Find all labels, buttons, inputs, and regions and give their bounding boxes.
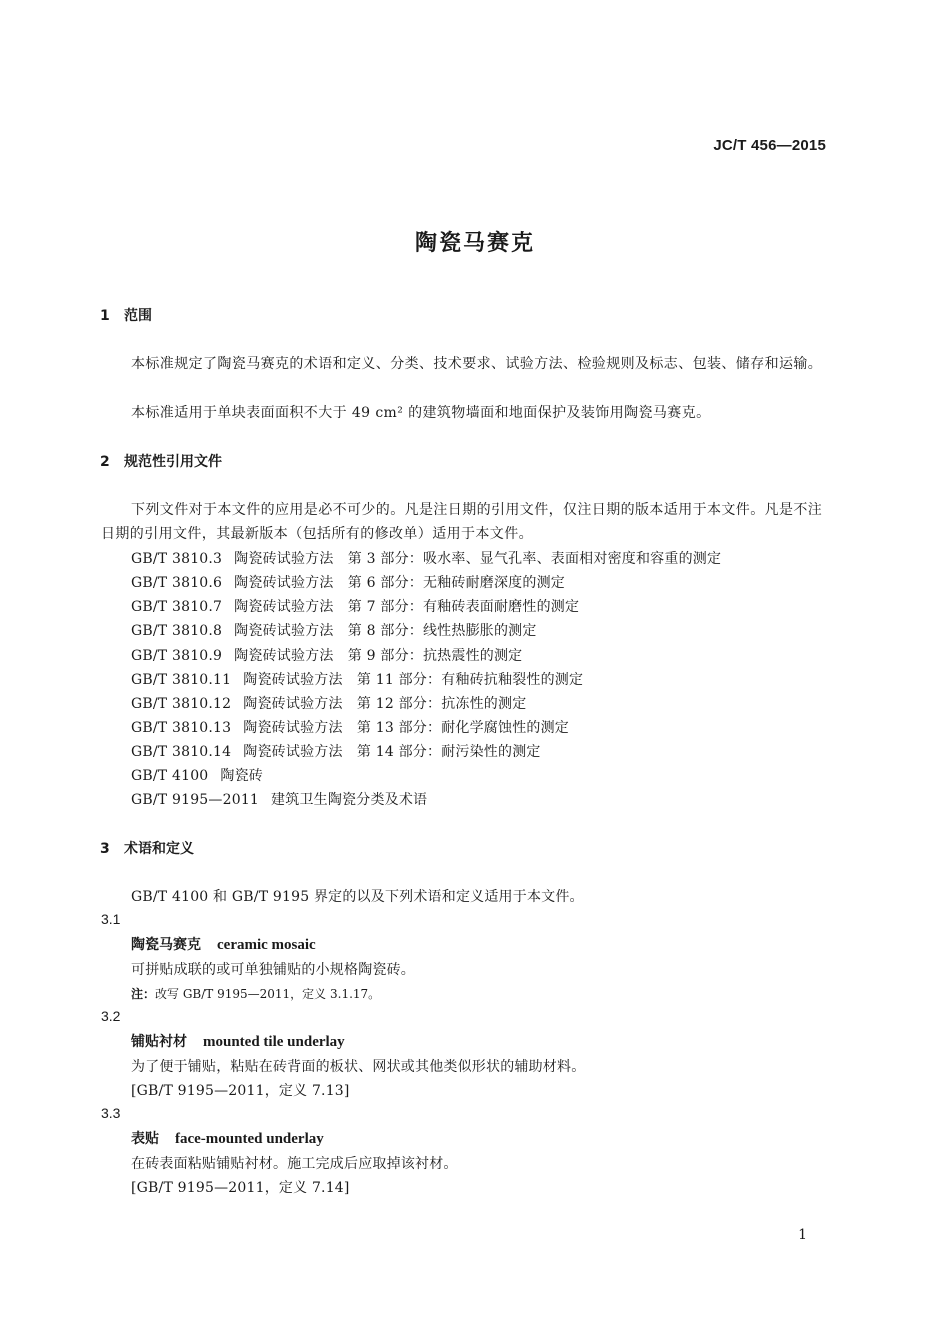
reference-title: 陶瓷砖试验方法 第 11 部分：有釉砖抗釉裂性的测定 xyxy=(243,672,584,688)
term-en: mounted tile underlay xyxy=(203,1034,345,1050)
terms-intro: GB/T 4100 和 GB/T 9195 界定的以及下列术语和定义适用于本文件。 xyxy=(131,889,584,905)
reference-title: 陶瓷砖试验方法 第 13 部分：耐化学腐蚀性的测定 xyxy=(243,720,569,736)
reference-item xyxy=(131,717,569,737)
references-intro-text: 下列文件对于本文件的应用是必不可少的。凡是注日期的引用文件，仅注日期的版本适用于本文件。凡是不注日期的引用文件，其最新版本（包括所有的修改单）适用于本文件。 xyxy=(101,502,823,542)
clause-number: 3.1 xyxy=(101,911,121,927)
term-zh: 铺贴衬材 xyxy=(131,1034,187,1050)
reference-item xyxy=(131,620,537,640)
reference-code: GB/T 4100 xyxy=(131,768,209,784)
reference-title: 陶瓷砖 xyxy=(220,768,264,784)
term-heading xyxy=(131,1031,345,1051)
reference-item xyxy=(131,669,583,689)
clause-number: 3.3 xyxy=(101,1105,121,1121)
page-number: 1 xyxy=(798,1227,807,1243)
reference-code: GB/T 3810.3 xyxy=(131,551,223,567)
reference-code: GB/T 9195—2011 xyxy=(131,792,260,808)
scope-paragraph-1 xyxy=(101,352,826,376)
term-heading xyxy=(131,1128,324,1148)
term-definition: 在砖表面粘贴铺贴衬材。施工完成后应取掉该衬材。 xyxy=(131,1156,458,1172)
reference-title: 建筑卫生陶瓷分类及术语 xyxy=(271,792,428,808)
scope-text-1: 本标准规定了陶瓷马赛克的术语和定义、分类、技术要求、试验方法、检验规则及标志、包装、储存和运输。 xyxy=(131,356,823,372)
reference-code: GB/T 3810.8 xyxy=(131,623,223,639)
reference-code: GB/T 3810.13 xyxy=(131,720,232,736)
term-zh: 表贴 xyxy=(131,1131,159,1147)
section-number: 2 xyxy=(100,454,110,470)
scope-text-2: 本标准适用于单块表面面积不大于 49 cm² 的建筑物墙面和地面保护及装饰用陶瓷马赛克。 xyxy=(131,405,711,421)
references-intro xyxy=(101,498,826,546)
reference-title: 陶瓷砖试验方法 第 8 部分：线性热膨胀的测定 xyxy=(234,623,537,639)
reference-title: 陶瓷砖试验方法 第 7 部分：有釉砖表面耐磨性的测定 xyxy=(234,599,580,615)
reference-item xyxy=(131,645,522,665)
reference-item xyxy=(131,693,526,713)
reference-code: GB/T 3810.6 xyxy=(131,575,223,591)
reference-title: 陶瓷砖试验方法 第 9 部分：抗热震性的测定 xyxy=(234,648,523,664)
reference-title: 陶瓷砖试验方法 第 14 部分：耐污染性的测定 xyxy=(243,744,541,760)
document-title: 陶瓷马赛克 xyxy=(414,231,535,256)
term-en: ceramic mosaic xyxy=(217,937,316,953)
section-title: 范围 xyxy=(124,308,152,324)
term-note xyxy=(131,985,380,1002)
section-number: 3 xyxy=(100,841,110,857)
section-title: 规范性引用文件 xyxy=(124,454,222,470)
reference-item xyxy=(131,741,541,761)
scope-paragraph-2 xyxy=(101,401,826,425)
clause-number: 3.2 xyxy=(101,1008,121,1024)
reference-title: 陶瓷砖试验方法 第 12 部分：抗冻性的测定 xyxy=(243,696,527,712)
reference-title: 陶瓷砖试验方法 第 3 部分：吸水率、显气孔率、表面相对密度和容重的测定 xyxy=(234,551,722,567)
reference-item xyxy=(131,548,721,568)
reference-code: GB/T 3810.12 xyxy=(131,696,232,712)
reference-title: 陶瓷砖试验方法 第 6 部分：无釉砖耐磨深度的测定 xyxy=(234,575,565,591)
reference-item xyxy=(131,789,427,809)
reference-code: GB/T 3810.11 xyxy=(131,672,232,688)
term-zh: 陶瓷马赛克 xyxy=(131,937,201,953)
section-1-heading xyxy=(100,305,152,325)
term-heading xyxy=(131,934,316,954)
term-source: [GB/T 9195—2011，定义 7.14] xyxy=(131,1180,350,1196)
term-source: [GB/T 9195—2011，定义 7.13] xyxy=(131,1083,350,1099)
note-label: 注： xyxy=(131,987,156,1001)
reference-item xyxy=(131,765,263,785)
reference-code: GB/T 3810.14 xyxy=(131,744,232,760)
reference-item xyxy=(131,572,565,592)
section-number: 1 xyxy=(100,308,110,324)
term-definition: 为了便于铺贴，粘贴在砖背面的板状、网状或其他类似形状的辅助材料。 xyxy=(131,1059,586,1075)
standard-code: JC/T 456—2015 xyxy=(713,137,826,154)
section-2-heading xyxy=(100,451,222,471)
note-text: 改写 GB/T 9195—2011，定义 3.1.17。 xyxy=(155,987,381,1001)
reference-code: GB/T 3810.7 xyxy=(131,599,223,615)
reference-code: GB/T 3810.9 xyxy=(131,648,223,664)
section-3-heading xyxy=(100,838,194,858)
reference-item xyxy=(131,596,579,616)
section-title: 术语和定义 xyxy=(124,841,194,857)
term-definition: 可拼贴成联的或可单独铺贴的小规格陶瓷砖。 xyxy=(131,962,415,978)
term-en: face-mounted underlay xyxy=(175,1131,324,1147)
